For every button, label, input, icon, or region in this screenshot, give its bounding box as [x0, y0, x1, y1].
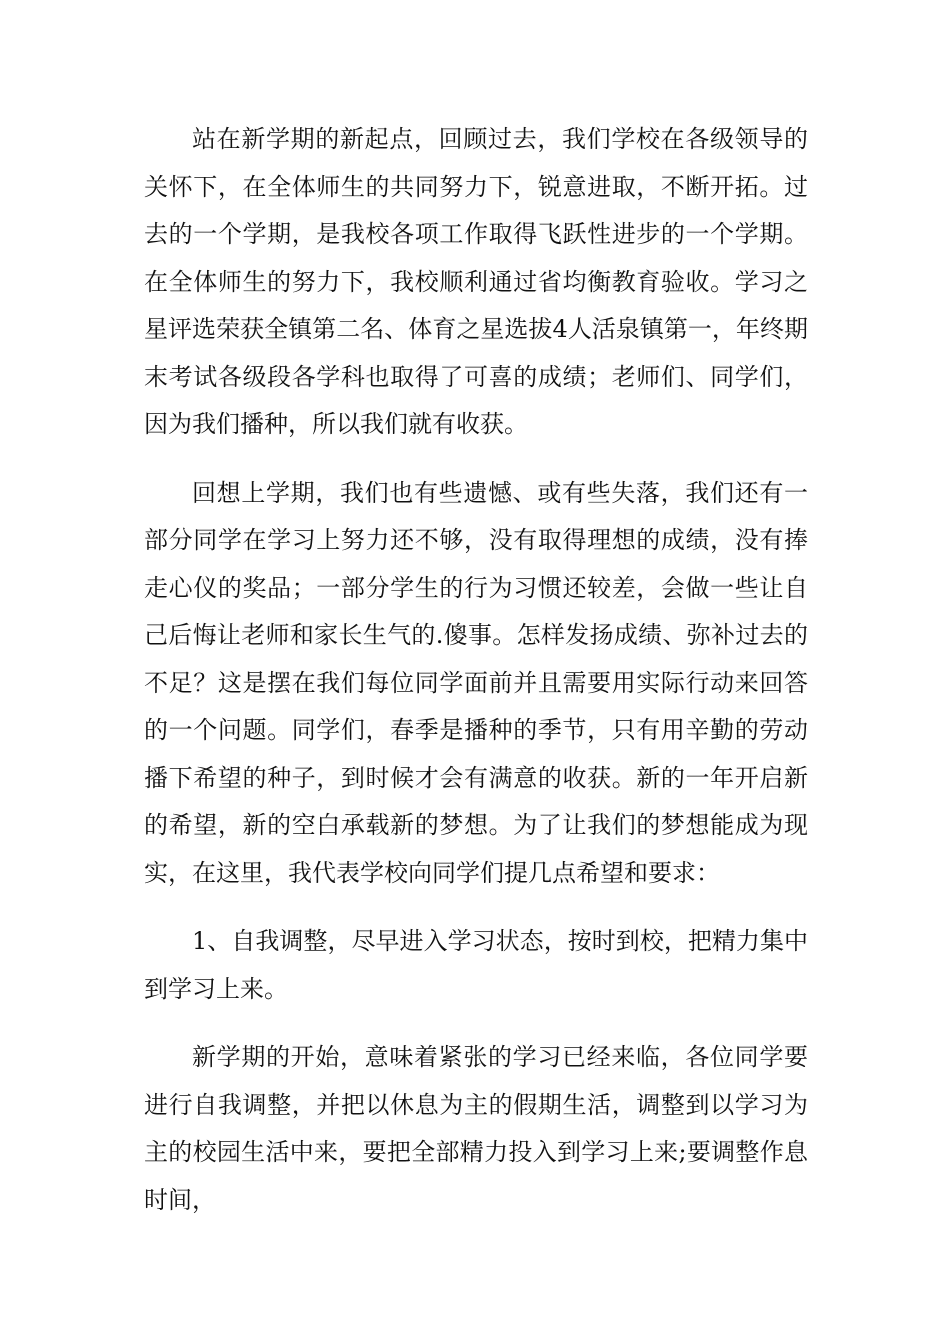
paragraph-point-1: 1、自我调整，尽早进入学习状态，按时到校，把精力集中到学习上来。: [144, 927, 808, 1003]
document-body: [144, 116, 808, 1224]
paragraph-review: 站在新学期的新起点，回顾过去，我们学校在各级领导的关怀下，在全体师生的共同努力下，锐意进取，不断开拓。过去的一个学期，是我校各项工作取得飞跃性进步的一个学期。在全体师生的努力下，我校顺利通过省均衡教育验收。学习之星评选荣获全镇第二名、体育之星选拔4人活泉镇第一，年终期末考试各级段各学科也取得了可喜的成绩；老师们、同学们，因为我们播种，所以我们就有收获。: [144, 125, 808, 438]
paragraph-reflection: 回想上学期，我们也有些遗憾、或有些失落，我们还有一部分同学在学习上努力还不够，没有取得理想的成绩，没有捧走心仪的奖品；一部分学生的行为习惯还较差，会做一些让自己后悔让老师和家长生气的.傻事。怎样发扬成绩、弥补过去的不足？这是摆在我们每位同学面前并且需要用实际行动来回答的一个问题。同学们，春季是播种的季节，只有用辛勤的劳动播下希望的种子，到时候才会有满意的收获。新的一年开启新的希望，新的空白承载新的梦想。为了让我们的梦想能成为现实，在这里，我代表学校向同学们提几点希望和要求：: [144, 478, 808, 887]
paragraph-adjustment: 新学期的开始，意味着紧张的学习已经来临，各位同学要进行自我调整，并把以休息为主的假期生活，调整到以学习为主的校园生活中来，要把全部精力投入到学习上来;要调整作息时间，: [144, 1043, 808, 1214]
